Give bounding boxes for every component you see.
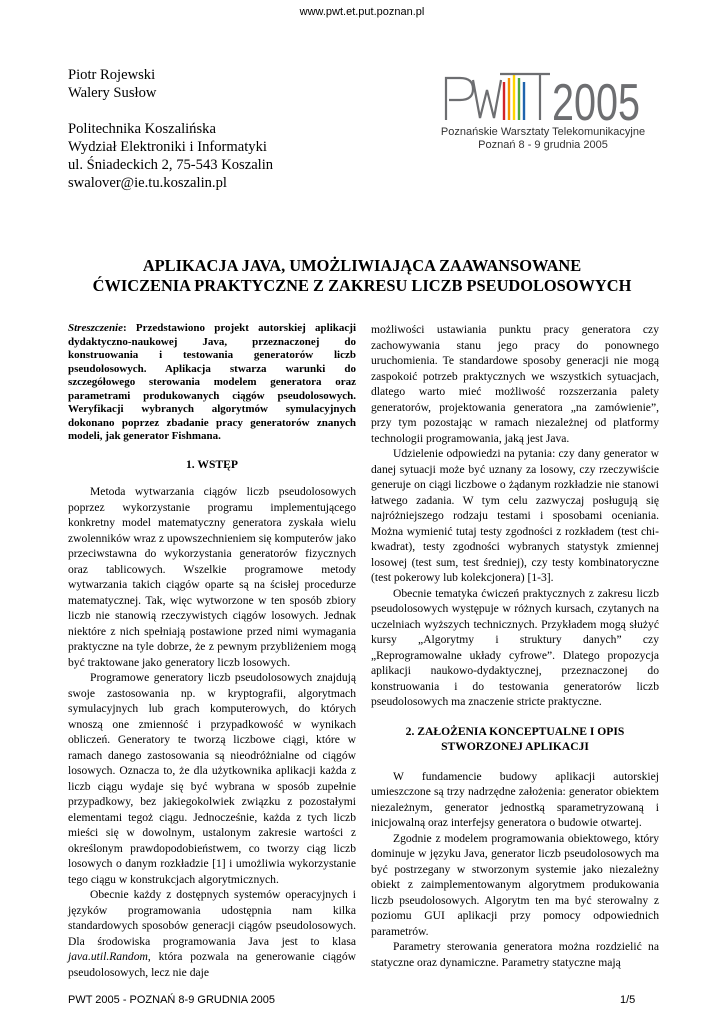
logo-letter-p [446, 78, 473, 120]
author-name: Piotr Rojewski [68, 67, 156, 83]
paragraph: Metoda wytwarzania ciągów liczb pseudolosowych poprzez wykorzystanie programu implementującego konkretny model matematyczny generatora zyskała wielu zwolenników wraz z upowszechnieniem się komputerów jako przeciwstawna do wykorzystania generatorów fizycznych oraz tablicowych. Wszelkie programowe metody wytwarzania takich ciągów oparte są na ścisłej procedurze matematycznej. Tak, więc wytworzone w ten sposób zbiory liczb nie stanowią rzeczywistych ciągów losowych. Jednak niektóre z nich spełniają postawione przed nimi wymagania praktyczne na tyle dobrze, że z pewnym przybliżeniem mogą być traktowane jako generatory liczb losowych. [68, 485, 356, 669]
section-heading-intro: 1. WSTĘP [186, 457, 238, 471]
paper-title [40, 256, 684, 296]
paragraph-text: , która pozwala na generowanie ciągów pseudolosowych, lecz nie daje [68, 950, 356, 979]
paper-title-line: APLIKACJA JAVA, UMOŻLIWIAJĄCA ZAAWANSOWANE [142, 256, 582, 275]
author-email[interactable]: swalover@ie.tu.koszalin.pl [68, 175, 227, 191]
paragraph: Udzielenie odpowiedzi na pytania: czy dany generator w danej sytuacji może być uznany za losowy, czy rzeczywiście generuje on ciągi liczbowe o żądanym rozkładzie nie stanowi łatwego zadania. W tym celu zazwyczaj posługują się najróżniejszego rodzaju testami i sposobami oceniania. Można wymienić tutaj testy zgodności z rozkładem (test chi-kwadrat), testy zgodności wybranych statystyk zmiennej losowej (test sum, test średniej), czy testy kombinatoryczne (test pokerowy lub kolekcjonera) [1-3]. [371, 447, 659, 584]
paragraph-text: Obecnie każdy z dostępnych systemów operacyjnych i języków programowania udostępnia nam kilka standardowych sposobów generacji ciągów pseudolosowych. Dla środowiska programowania Java jest to klasa [68, 888, 356, 948]
paper-title-line: ĆWICZENIA PRAKTYCZNE Z ZAKRESU LICZB PSEUDOLOSOWYCH [92, 276, 632, 295]
paragraph: Programowe generatory liczb pseudolosowych znajdują swoje zastosowania np. w kryptografii, algorytmach symulacyjnych lub grach komputerowych, do których wnoszą one zmienność i przypadkowość w wynikach obliczeń. Generatory te tworzą liczbowe ciągi, które w ramach danego zastosowania są nieodróżnialne od ciągów losowych. Oznacza to, że dla użytkownika aplikacji każda z liczb ciągu wydaje się być wybrana w sposób zupełnie przypadkowy, bez jakiegokolwiek związku z pozostałymi elementami tegoż ciągu. Jednocześnie, każda z tych liczb mieści się w dowolnym, ustalonym zakresie wartości z określonym prawdopodobieństwem, co tworzy ciąg liczb losowych o danym rozkładzie [1] i umożliwia wykorzystanie tego ciągu w konstrukcjach algorytmicznych. [68, 671, 356, 886]
section-heading-line: STWORZONEJ APLIKACJI [441, 740, 589, 753]
logo-letter-w [473, 80, 501, 118]
section-heading-concepts [371, 724, 659, 755]
abstract-label: Streszczenie [68, 322, 123, 334]
footer-conference: PWT 2005 - POZNAŃ 8-9 GRUDNIA 2005 [68, 994, 276, 1006]
affiliation-university: Politechnika Koszalińska [68, 121, 216, 137]
paragraph: Obecnie tematyka ćwiczeń praktycznych z zakresu liczb pseudolosowych występuje w różnych kursach, czytanych na uczelniach wyższych technicznych. Przykładem mogą służyć kursy „Algorytmy i struktury danych” czy „Reprogramowalne układy cyfrowe”. Dlatego propozycja aplikacji naukowo-dydaktycznej, przeznaczonej do konstruowania i do testowania generatorów liczb pseudolosowych ma znaczenie stricte praktyczne. [371, 586, 659, 708]
footer-page-number: 1/5 [620, 994, 636, 1006]
logo-subtitle [440, 126, 646, 152]
abstract [68, 322, 356, 444]
author-block [68, 66, 273, 192]
logo-subtitle-name: Poznańskie Warsztaty Telekomunikacyjne [440, 126, 646, 138]
section-heading-line: 2. ZAŁOŻENIA KONCEPTUALNE I OPIS [405, 724, 625, 738]
paragraph: Parametry sterowania generatora można rozdzielić na statyczne oraz dynamiczne. Parametry statyczne mają [371, 940, 659, 969]
logo-subtitle-date: Poznań 8 - 9 grudnia 2005 [478, 139, 608, 151]
site-url[interactable]: www.pwt.et.put.poznan.pl [299, 6, 425, 18]
paragraph: możliwości ustawiania punktu pracy generatora czy zachowywania stanu jego pracy do ponownego uruchomienia. Te standardowe sposoby generacji nie mogą zaspokoić potrzeb praktycznych we wszystkich sytuacjach, dlatego warto mieć możliwość rozszerzania palety generatorów, projektowania generatora „na zamówienie”, przy tym pozostając w ramach niezależnej od platformy technologii programowania, jaką jest Java. [371, 323, 659, 445]
author-name: Walery Susłow [68, 85, 157, 101]
affiliation-faculty: Wydział Elektroniki i Informatyki [68, 139, 267, 155]
paragraph: W fundamencie budowy aplikacji autorskiej umieszczone są trzy nadrzędne założenia: generator obiektem niezależnym, generator jednostką sparametryzowaną i inicjowalną oraz interfejsy generatora o budowie otwartej. [371, 769, 659, 829]
logo-year: 2005 [552, 74, 640, 132]
pwt-logo [440, 68, 646, 156]
code-class-name: java.util.Random [68, 950, 148, 963]
abstract-text: : Przedstawiono projekt autorskiej aplikacji dydaktyczno-naukowej Java, przeznaczonej do konstruowania i testowania generatorów liczb pseudolosowych. Aplikacja stwarza warunki do szczegółowego sterowania modelem generatora oraz parametrami produkowanych ciągów pseudolosowych. Weryfikacji wybranych algorytmów symulacyjnych dokonano poprzez zbadanie pracy generatorów znanych modeli, jak generator Fishmana. [68, 322, 356, 442]
left-column [68, 322, 356, 980]
affiliation-address: ul. Śniadeckich 2, 75-543 Koszalin [68, 157, 274, 173]
right-column [371, 322, 659, 970]
paragraph: Zgodnie z modelem programowania obiektowego, który dominuje w języku Java, generator liczb pseudolosowych ma być postrzegany w stworzonym systemie jako niezależny obiekt z zaimplementowanym algorytmem produkowania liczb pseudolosowych. Algorytm ten ma być sterowalny z poziomu GUI aplikacji przy pomocy odpowiednich parametrów. [371, 831, 659, 938]
pwt-logo-graphic [440, 68, 640, 132]
paragraph [68, 887, 356, 980]
